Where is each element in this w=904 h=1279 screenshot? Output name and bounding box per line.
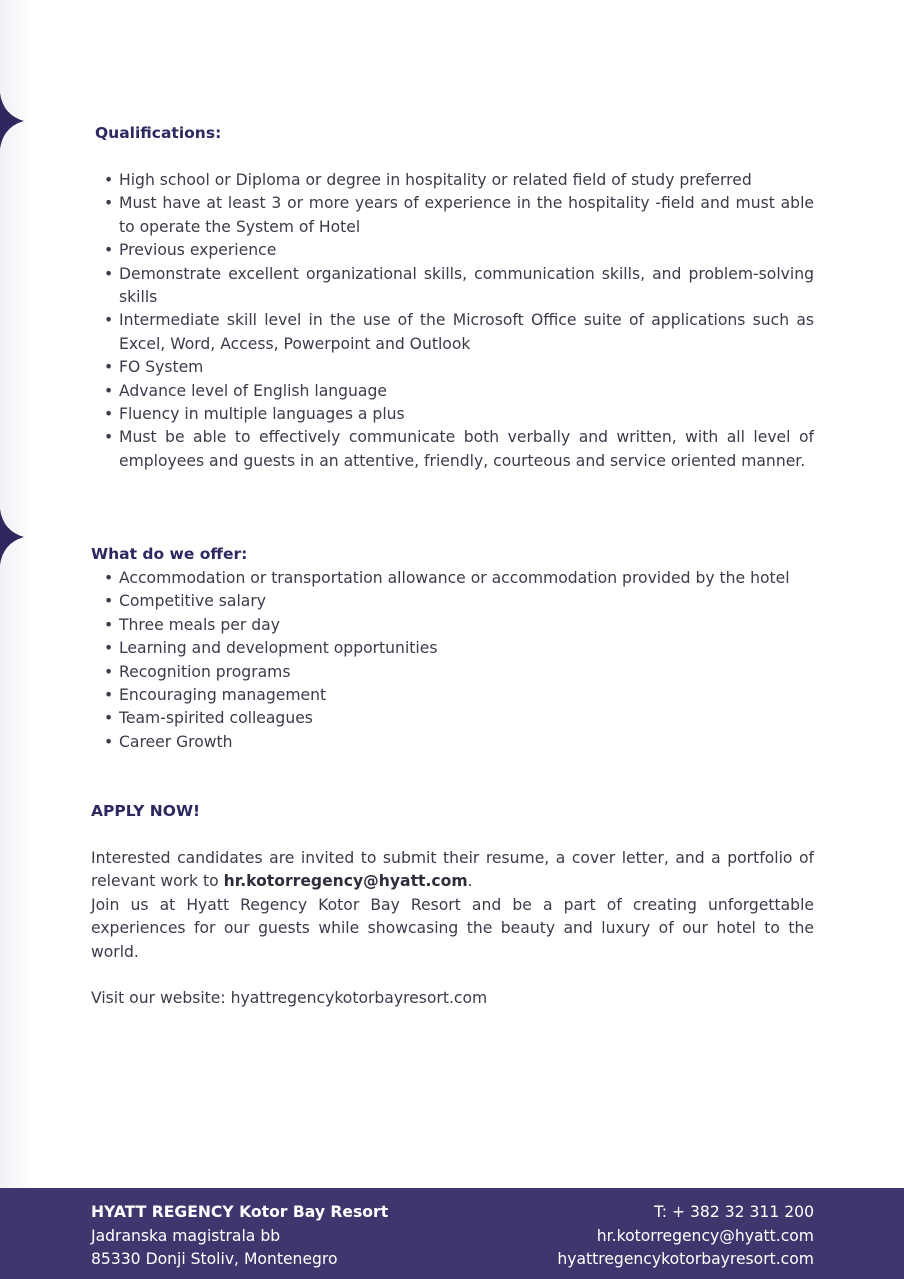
offer-list xyxy=(91,567,814,754)
footer-address xyxy=(91,1201,388,1272)
list-item: • Competitive salary xyxy=(104,592,266,611)
list-item: • Learning and development opportunities xyxy=(104,639,438,658)
star-ornament-icon xyxy=(0,93,26,149)
list-item: • Must be able to effectively communicate both verbally and written, with all level of employees and guests in an attentive, friendly, courteous and service oriented manner. xyxy=(104,428,814,470)
list-item: • FO System xyxy=(104,358,204,377)
list-item: • Previous experience xyxy=(104,241,277,260)
list-item: • Fluency in multiple languages a plus xyxy=(104,405,405,424)
list-item: • Three meals per day xyxy=(104,615,280,634)
offer-heading: What do we offer: xyxy=(91,545,248,563)
footer-address-line2: 85330 Donji Stoliv, Montenegro xyxy=(91,1250,338,1268)
list-item: • Encouraging management xyxy=(104,686,327,705)
apply-intro-paragraph: Interested candidates are invited to submit their resume, a cover letter, and a portfolio of relevant work to hr.kotorregency@hyatt.com. xyxy=(91,849,814,891)
footer-hotel-name: HYATT REGENCY Kotor Bay Resort xyxy=(91,1203,389,1221)
list-item: • Must have at least 3 or more years of experience in the hospitality -field and must able to operate the System of Hotel xyxy=(104,194,814,236)
qualifications-heading: Qualifications: xyxy=(95,124,222,142)
join-paragraph: Join us at Hyatt Regency Kotor Bay Resort and be a part of creating unforgettable experiences for our guests while showcasing the beauty and luxury of our hotel to the world. xyxy=(91,896,814,961)
list-item: • Intermediate skill level in the use of the Microsoft Office suite of applications such as Excel, Word, Access, Powerpoint and Outlook xyxy=(104,311,814,353)
list-item: • Career Growth xyxy=(104,732,233,751)
apply-heading: APPLY NOW! xyxy=(91,802,201,820)
footer-phone: T: + 382 32 311 200 xyxy=(653,1203,814,1221)
list-item: • Advance level of English language xyxy=(104,381,387,400)
list-item: • Recognition programs xyxy=(104,662,291,681)
footer-website-link[interactable]: hyattregencykotorbayresort.com xyxy=(557,1250,814,1268)
list-item: • Demonstrate excellent organizational skills, communication skills, and problem-solving skills xyxy=(104,264,814,307)
website-line: Visit our website: hyattregencykotorbayresort.com xyxy=(91,989,488,1007)
left-decorative-band xyxy=(0,0,32,1188)
list-item: • Team-spirited colleagues xyxy=(104,709,313,728)
footer-contact xyxy=(557,1201,814,1272)
footer-email-link[interactable]: hr.kotorregency@hyatt.com xyxy=(596,1226,814,1245)
qualifications-list xyxy=(91,169,814,473)
list-item: • Accommodation or transportation allowance or accommodation provided by the hotel xyxy=(104,569,790,587)
apply-email-link[interactable]: hr.kotorregency@hyatt.com xyxy=(223,872,468,891)
footer xyxy=(0,1188,904,1279)
list-item: • High school or Diploma or degree in hospitality or related field of study preferred xyxy=(104,171,752,189)
footer-address-line1: Jadranska magistrala bb xyxy=(91,1226,281,1245)
star-ornament-icon xyxy=(0,509,26,565)
